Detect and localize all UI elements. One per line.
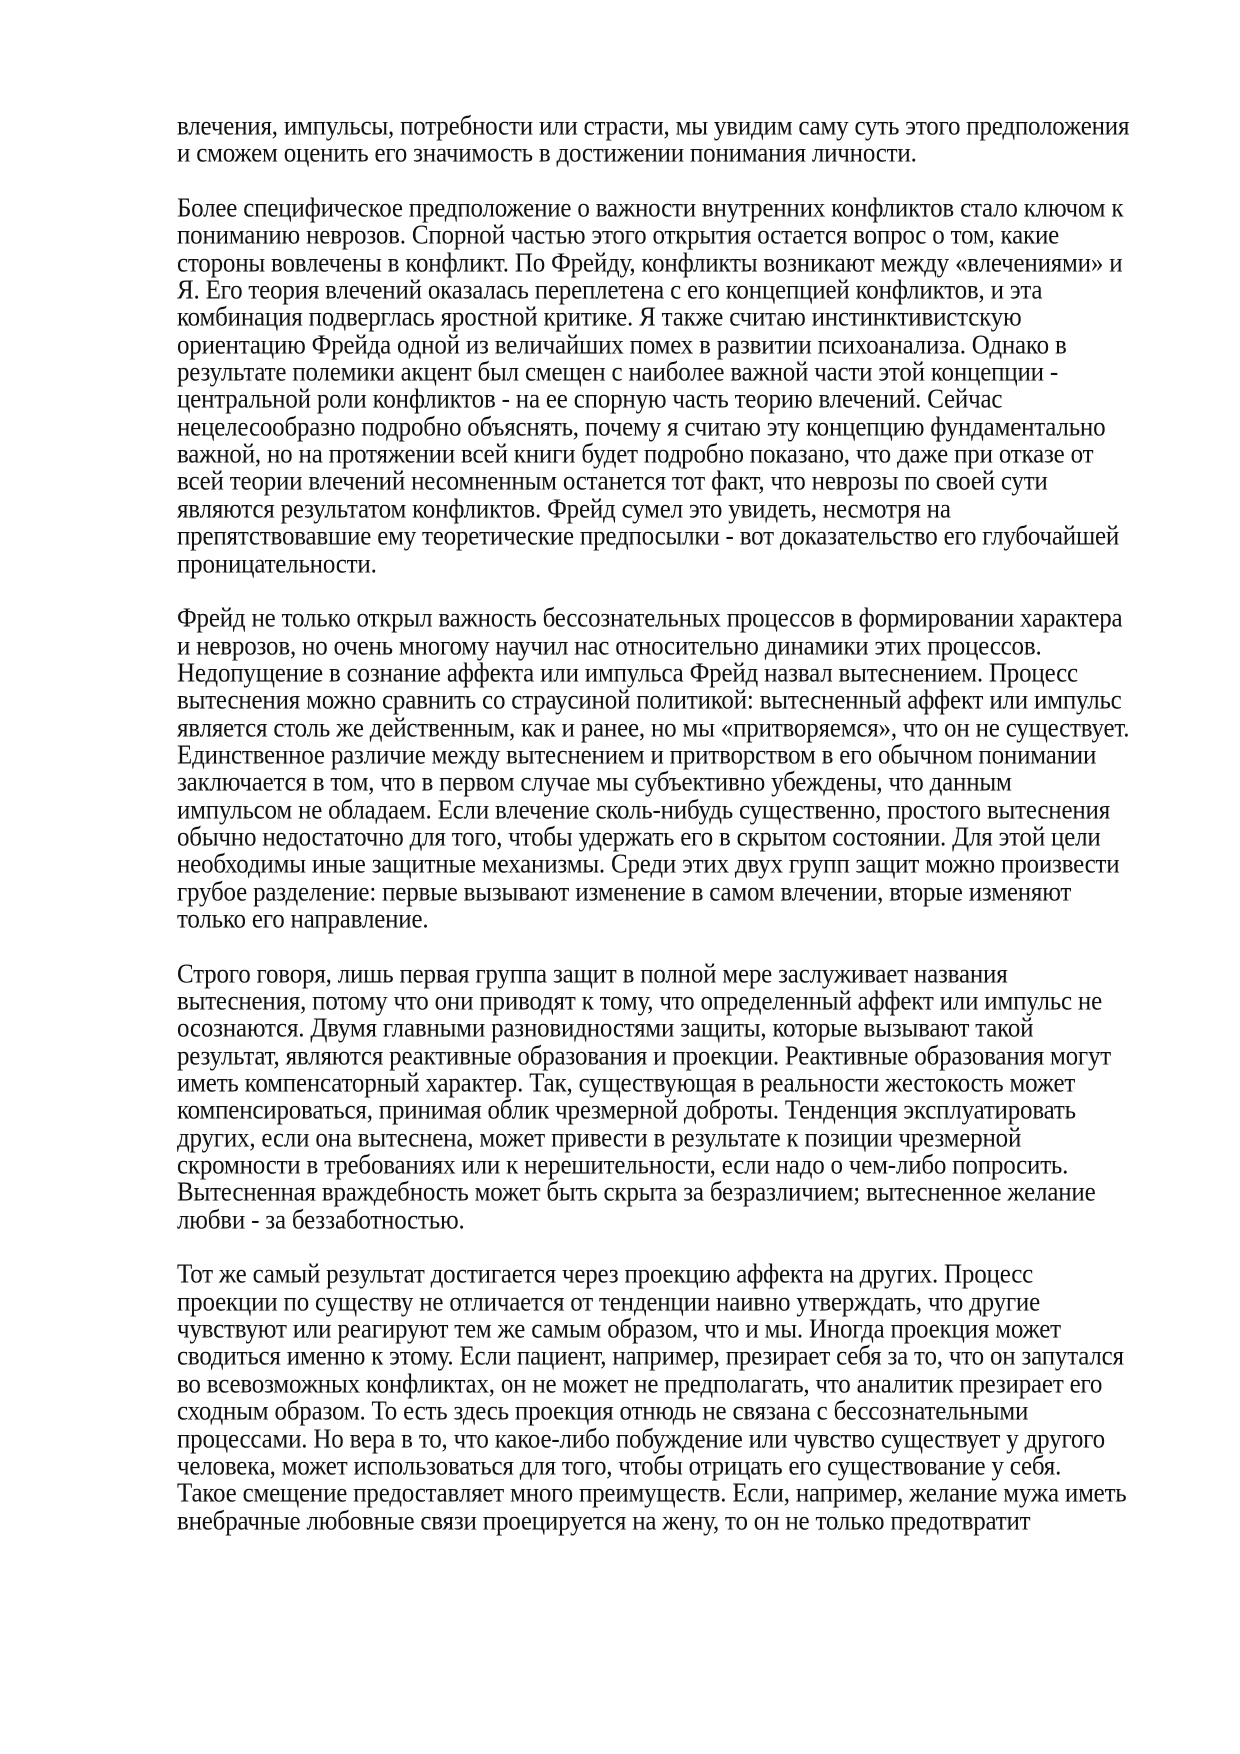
- text-line: стороны вовлечены в конфликт. По Фрейду, конфликты возникают между «влечениями» и: [177, 248, 1123, 278]
- text-line: проницательности.: [177, 549, 377, 579]
- text-line: результате полемики акцент был смещен с наиболее важной части этой концепции -: [177, 358, 1058, 388]
- text-line: вытеснения, потому что они приводят к тому, что определенный аффект или импульс не: [177, 986, 1102, 1017]
- text-line: необходимы иные защитные механизмы. Среди этих двух групп защит можно произвести: [177, 850, 1120, 880]
- text-line: других, если она вытеснена, может привести в результате к позиции чрезмерной: [177, 1123, 1022, 1153]
- text-line: нецелесообразно подробно объяснять, почему я считаю эту концепцию фундаментально: [177, 412, 1106, 442]
- text-line: вытеснения можно сравнить со страусиной политикой: вытесненный аффект или импульс: [177, 686, 1122, 716]
- paragraph: [177, 605, 1177, 933]
- text-line: грубое разделение: первые вызывают изменение в самом влечении, вторые изменяют: [177, 877, 1072, 907]
- text-line: осознаются. Двумя главными разновидностями защиты, которые вызывают такой: [177, 1014, 1034, 1044]
- text-line: Такое смещение предоставляет много преимуществ. Если, например, желание мужа иметь: [177, 1479, 1127, 1509]
- text-line: скромности в требованиях или к нерешительности, если надо о чем-либо попросить.: [177, 1150, 1069, 1181]
- text-line: любви - за беззаботностью.: [177, 1205, 465, 1235]
- text-line: Вытесненная враждебность может быть скрыта за безразличием; вытесненное желание: [177, 1178, 1096, 1208]
- document-page: [177, 113, 1177, 1562]
- text-line: сводиться именно к этому. Если пациент, например, презирает себя за то, что он запутался: [177, 1342, 1124, 1372]
- text-line: только его направление.: [177, 904, 429, 935]
- text-line: человека, может использоваться для того, чтобы отрицать его существование у себя.: [177, 1451, 1062, 1481]
- paragraph: [177, 1261, 1177, 1534]
- text-line: является столь же действенным, как и ранее, но мы «притворяемся», что он не существует.: [177, 713, 1130, 743]
- text-line: пониманию неврозов. Спорной частью этого открытия остается вопрос о том, какие: [177, 221, 1060, 251]
- text-line: процессами. Но вера в то, что какое-либо побуждение или чувство существует у другого: [177, 1424, 1105, 1454]
- text-line: и сможем оценить его значимость в достижении понимания личности.: [177, 139, 917, 169]
- text-line: заключается в том, что в первом случае мы субъективно убеждены, что данным: [177, 768, 1012, 798]
- text-line: во всевозможных конфликтах, он не может не предполагать, что аналитик презирает его: [177, 1369, 1103, 1399]
- text-line: центральной роли конфликтов - на ее спорную часть теорию влечений. Сейчас: [177, 385, 1003, 415]
- text-line: проекции по существу не отличается от тенденции наивно утверждать, что другие: [177, 1287, 1040, 1317]
- text-line: обычно недостаточно для того, чтобы удержать его в скрытом состоянии. Для этой цели: [177, 822, 1101, 853]
- text-line: Я. Его теория влечений оказалась переплетена с его концепцией конфликтов, и эта: [177, 275, 1043, 306]
- text-line: Строго говоря, лишь первая группа защит в полной мере заслуживает названия: [177, 959, 1008, 989]
- text-line: импульсом не обладаем. Если влечение сколь-нибудь существенно, простого вытеснения: [177, 795, 1111, 825]
- paragraph: [177, 195, 1177, 578]
- paragraph: [177, 961, 1177, 1234]
- text-line: результат, являются реактивные образования и проекции. Реактивные образования могут: [177, 1041, 1111, 1071]
- paragraph: [177, 113, 1177, 168]
- text-line: Тот же самый результат достигается через проекцию аффекта на других. Процесс: [177, 1260, 1034, 1290]
- text-line: Недопущение в сознание аффекта или импульса Фрейд назвал вытеснением. Процесс: [177, 658, 1078, 688]
- text-line: препятствовавшие ему теоретические предпосылки - вот доказательство его глубочайшей: [177, 522, 1120, 552]
- text-line: иметь компенсаторный характер. Так, существующая в реальности жестокость может: [177, 1068, 1076, 1099]
- text-line: комбинация подверглась яростной критике. Я также считаю инстинктивистскую: [177, 303, 1022, 333]
- text-line: сходным образом. То есть здесь проекция отнюдь не связана с бессознательными: [177, 1397, 1029, 1427]
- text-line: важной, но на протяжении всей книги будет подробно показано, что даже при отказе от: [177, 440, 1094, 470]
- text-line: влечения, импульсы, потребности или страсти, мы увидим саму суть этого предположения: [177, 111, 1130, 142]
- text-line: и неврозов, но очень многому научил нас относительно динамики этих процессов.: [177, 631, 1042, 661]
- text-line: Фрейд не только открыл важность бессознательных процессов в формировании характера: [177, 604, 1123, 634]
- text-line: всей теории влечений несомненным останется тот факт, что неврозы по своей сути: [177, 467, 1048, 497]
- text-line: ориентацию Фрейда одной из величайших помех в развитии психоанализа. Однако в: [177, 330, 1067, 360]
- text-line: являются результатом конфликтов. Фрейд сумел это увидеть, несмотря на: [177, 494, 951, 524]
- text-line: Более специфическое предположение о важности внутренних конфликтов стало ключом к: [177, 193, 1124, 224]
- text-line: внебрачные любовные связи проецируется на жену, то он не только предотвратит: [177, 1506, 1031, 1536]
- text-line: компенсироваться, принимая облик чрезмерной доброты. Тенденция эксплуатировать: [177, 1096, 1076, 1126]
- text-line: чувствуют или реагируют тем же самым образом, что и мы. Иногда проекция может: [177, 1315, 1061, 1345]
- text-line: Единственное различие между вытеснением и притворством в его обычном понимании: [177, 740, 1097, 770]
